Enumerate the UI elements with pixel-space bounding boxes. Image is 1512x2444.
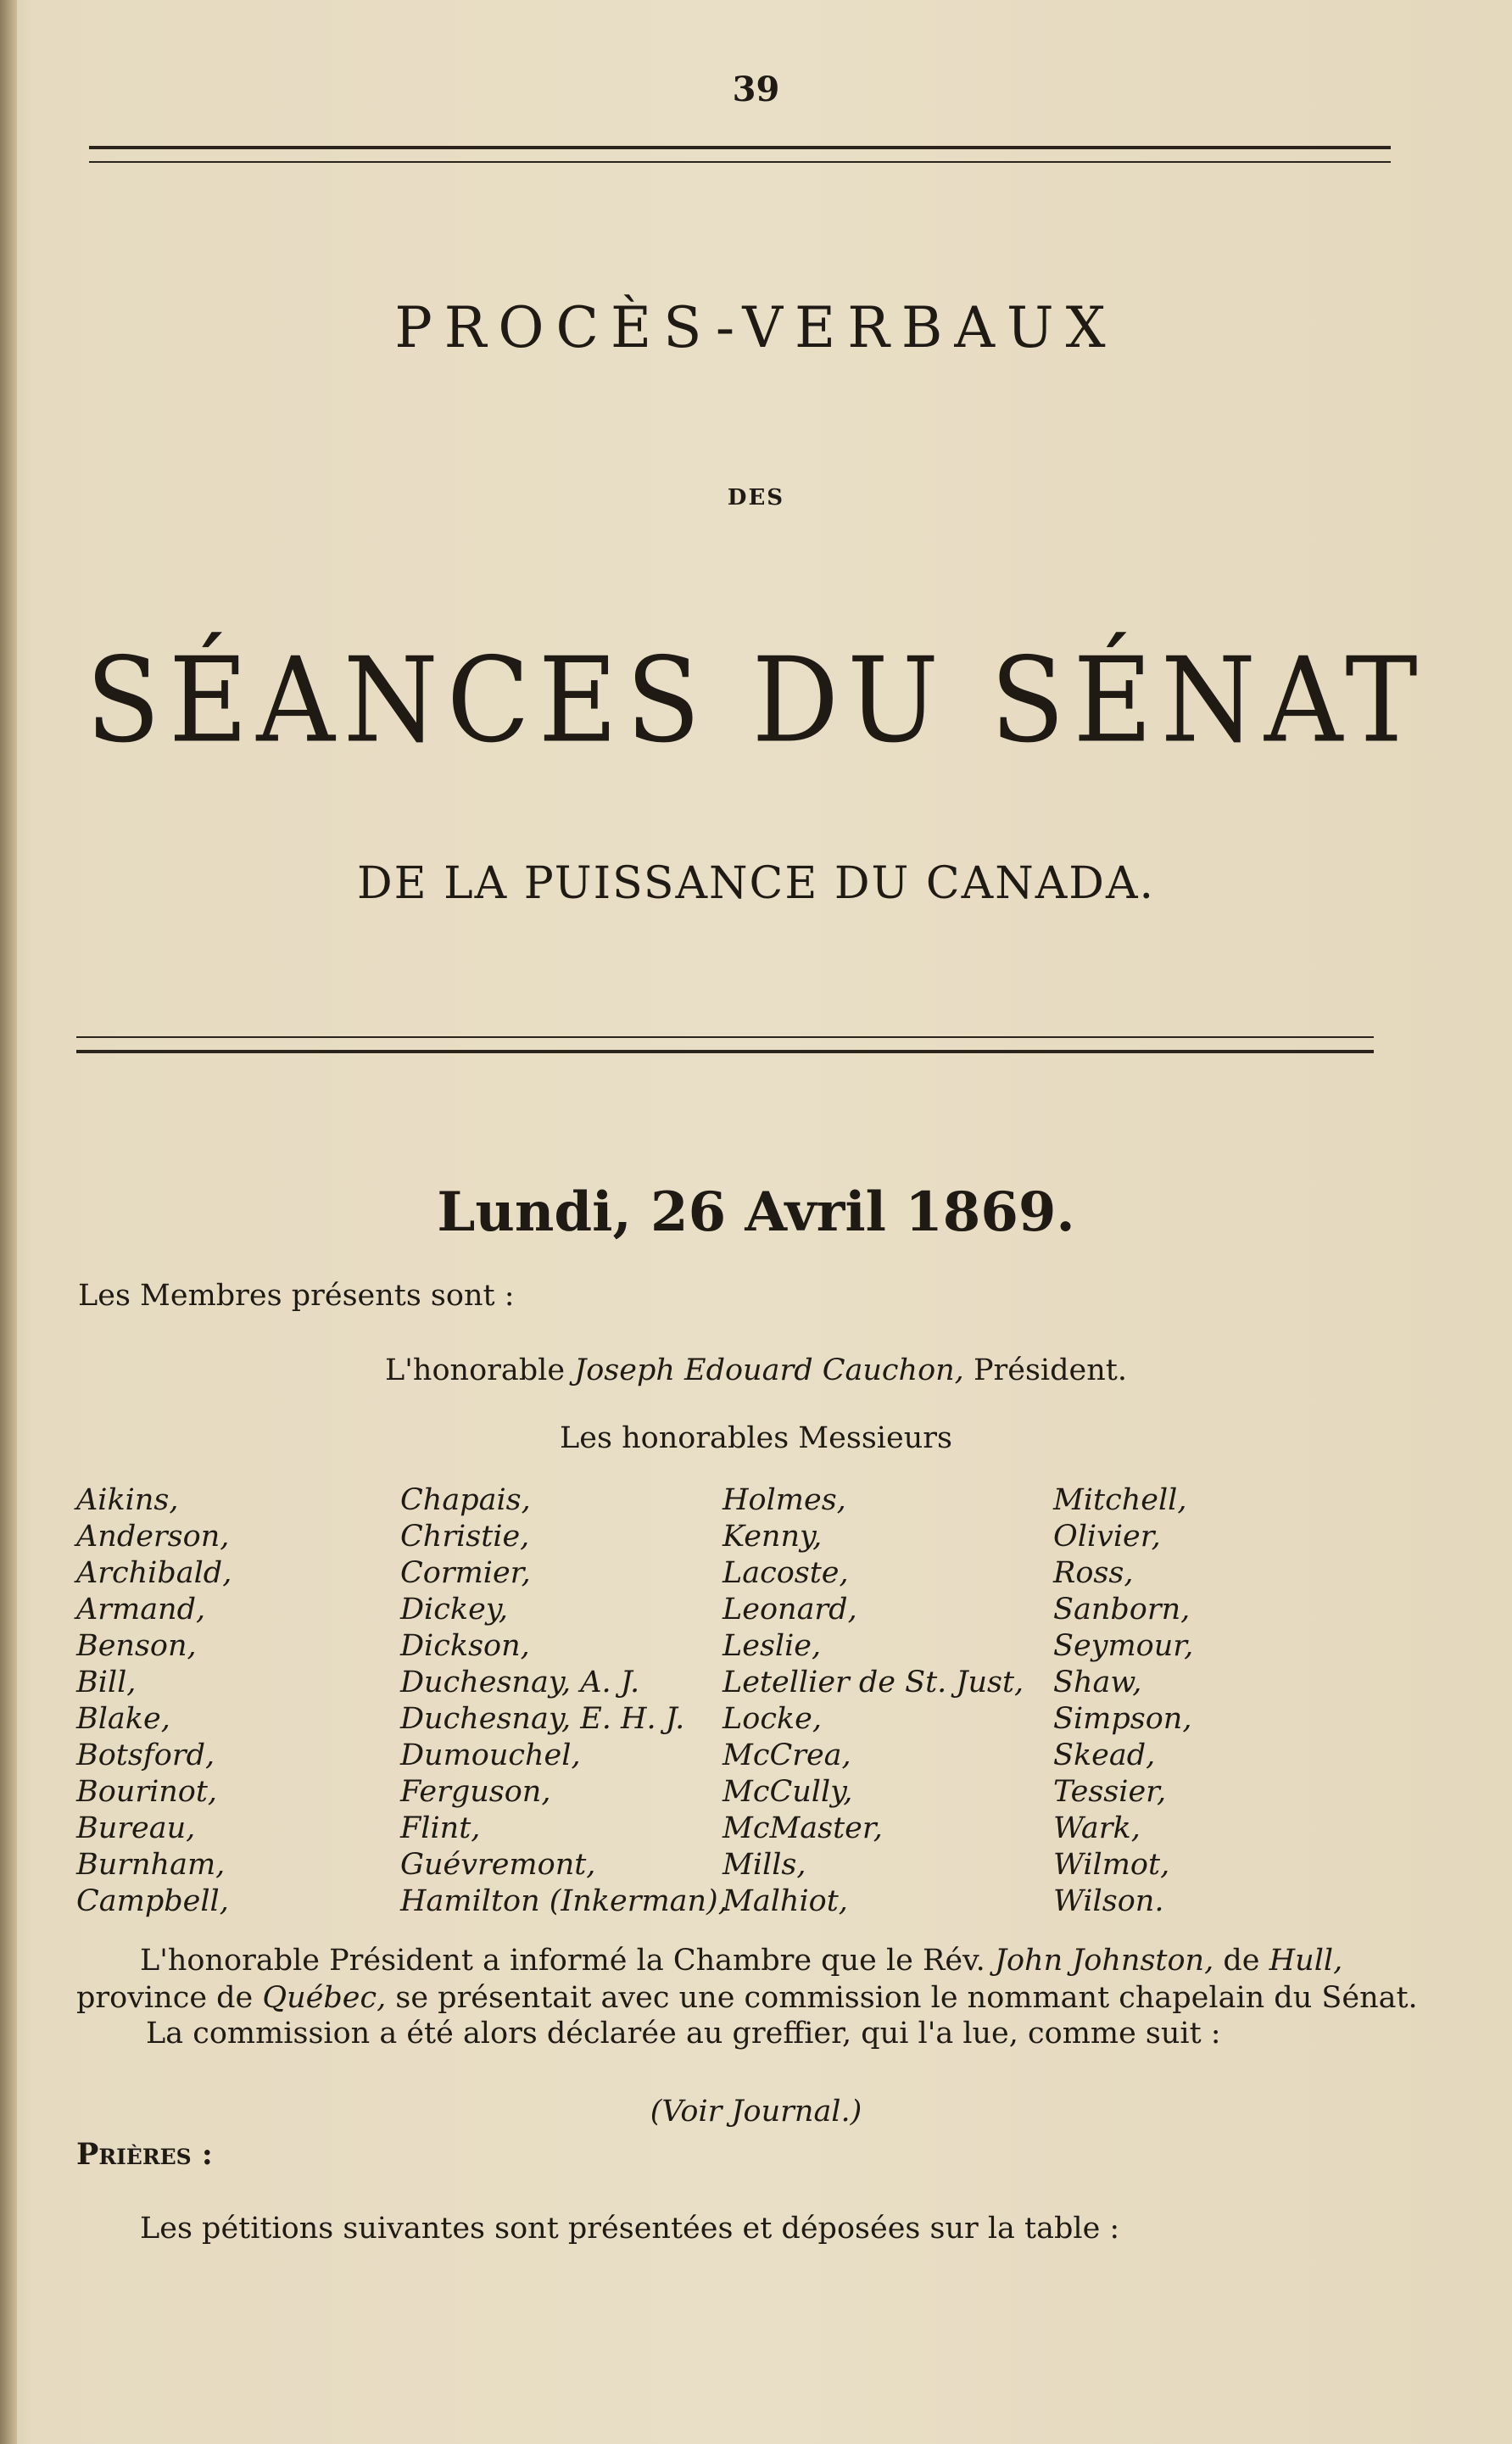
session-date: Lundi, 26 Avril 1869. [437, 1180, 1075, 1244]
members-column-3 [723, 1482, 1024, 1920]
member-name: Dumouchel, [400, 1738, 581, 1772]
members-present-label: Les Membres présents sont : [78, 1279, 515, 1313]
member-name: Campbell, [76, 1884, 229, 1918]
honorables-heading: Les honorables Messieurs [560, 1421, 952, 1455]
text-span: L'honorable Président a informé la Chambre que le Rév. [140, 1944, 985, 1978]
middle-double-rule [76, 1036, 1374, 1053]
member-name: Wilson. [1053, 1884, 1164, 1918]
member-name: Hamilton (Inkerman), [400, 1884, 728, 1918]
member-name: Ferguson, [400, 1775, 551, 1809]
member-name: McMaster, [723, 1811, 883, 1845]
text-span: se présentait avec une commission le nommant chapelain du Sénat. [395, 1981, 1418, 2015]
member-name: Archibald, [76, 1556, 232, 1590]
member-name: McCrea, [723, 1738, 851, 1772]
member-name: Burnham, [76, 1848, 226, 1882]
paragraph-line-3: La commission a été alors déclarée au greffier, qui l'a lue, comme suit : [146, 2017, 1221, 2051]
member-name: McCully, [723, 1775, 853, 1809]
members-column-1 [76, 1482, 232, 1920]
member-name: Dickey, [400, 1593, 509, 1627]
president-line [0, 1353, 1512, 1387]
member-name: Wark, [1053, 1811, 1141, 1845]
member-name: Mitchell, [1053, 1483, 1187, 1517]
title-seances-du-senat: SÉANCES DU SÉNAT [86, 633, 1426, 769]
president-suffix: Président. [973, 1353, 1127, 1387]
member-name: Christie, [400, 1520, 530, 1554]
member-name: Flint, [400, 1811, 481, 1845]
member-name: Anderson, [76, 1520, 230, 1554]
member-name: Wilmot, [1053, 1848, 1170, 1882]
paragraph-line-1 [140, 1944, 1342, 1978]
top-double-rule [89, 146, 1391, 163]
chaplain-name: John Johnston, [994, 1944, 1214, 1978]
member-name: Skead, [1053, 1738, 1156, 1772]
member-name: Benson, [76, 1629, 197, 1663]
place-name: Hull, [1269, 1944, 1343, 1978]
member-name: Chapais, [400, 1483, 531, 1517]
member-name: Aikins, [76, 1483, 179, 1517]
member-name: Mills, [723, 1848, 806, 1882]
members-column-4 [1053, 1482, 1193, 1920]
member-name: Bureau, [76, 1811, 196, 1845]
member-name: Armand, [76, 1593, 206, 1627]
member-name: Simpson, [1053, 1702, 1192, 1736]
member-name: Duchesnay, A. J. [400, 1666, 640, 1699]
member-name: Blake, [76, 1702, 170, 1736]
text-span: de [1223, 1944, 1260, 1978]
title-puissance-du-canada: DE LA PUISSANCE DU CANADA. [356, 858, 1156, 909]
member-name: Holmes, [723, 1483, 846, 1517]
member-name: Bill, [76, 1666, 137, 1699]
member-name: Lacoste, [723, 1556, 849, 1590]
member-name: Guévremont, [400, 1848, 596, 1882]
president-name: Joseph Edouard Cauchon, [574, 1353, 964, 1387]
members-list [76, 1482, 1399, 1923]
paragraph-line-2 [76, 1981, 1418, 2015]
page-number: 39 [732, 70, 780, 109]
province-name: Québec, [262, 1981, 387, 2015]
member-name: Letellier de St. Just, [723, 1666, 1024, 1699]
member-name: Bourinot, [76, 1775, 218, 1809]
petitions-line: Les pétitions suivantes sont présentées et déposées sur la table : [140, 2212, 1120, 2246]
member-name: Duchesnay, E. H. J. [400, 1702, 685, 1736]
member-name: Shaw, [1053, 1666, 1142, 1699]
voir-journal: (Voir Journal.) [650, 2095, 862, 2129]
member-name: Malhiot, [723, 1884, 848, 1918]
member-name: Locke, [723, 1702, 822, 1736]
member-name: Leonard, [723, 1593, 857, 1627]
member-name: Dickson, [400, 1629, 530, 1663]
members-column-2 [400, 1482, 728, 1920]
member-name: Tessier, [1053, 1775, 1167, 1809]
member-name: Sanborn, [1053, 1593, 1191, 1627]
member-name: Botsford, [76, 1738, 215, 1772]
member-name: Ross, [1053, 1556, 1134, 1590]
member-name: Leslie, [723, 1629, 822, 1663]
prieres-heading: Prières : [76, 2137, 213, 2172]
text-span: province de [76, 1981, 254, 2015]
member-name: Olivier, [1053, 1520, 1161, 1554]
title-des: DES [727, 485, 785, 511]
member-name: Kenny, [723, 1520, 823, 1554]
title-proces-verbaux: PROCÈS-VERBAUX [394, 295, 1118, 360]
member-name: Cormier, [400, 1556, 531, 1590]
president-prefix: L'honorable [385, 1353, 566, 1387]
member-name: Seymour, [1053, 1629, 1194, 1663]
